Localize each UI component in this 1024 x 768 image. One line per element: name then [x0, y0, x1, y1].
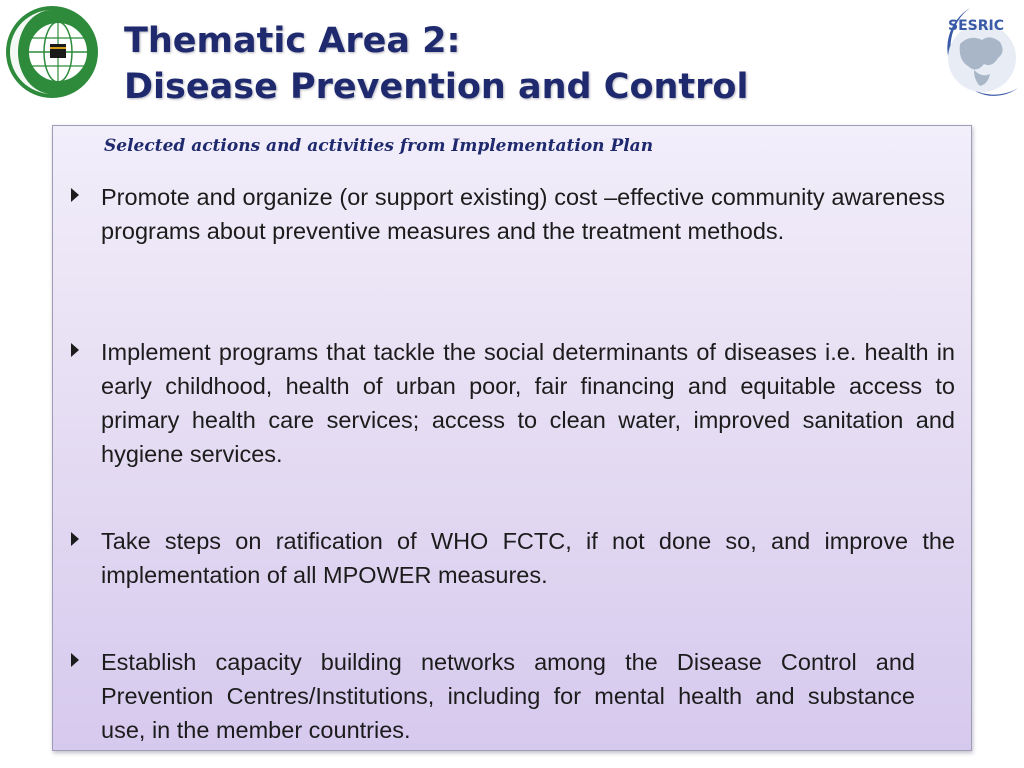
- sesric-logo-text: SESRIC: [948, 18, 1004, 34]
- bullet-text: Promote and organize (or support existing) cost –effective community awareness programs about preventive measures and the treatment methods.: [101, 184, 945, 244]
- bullet-item: [71, 524, 955, 592]
- sesric-logo-icon: [930, 4, 1022, 102]
- section-subtitle: Selected actions and activities from Implementation Plan: [104, 136, 654, 156]
- bullet-arrow-icon: [71, 532, 79, 546]
- page-title: [124, 18, 748, 110]
- bullet-arrow-icon: [71, 653, 79, 667]
- bullet-item: [71, 645, 915, 747]
- bullet-text: Establish capacity building networks among the Disease Control and Prevention Centres/Institutions, including for mental health and substance use, in the member countries.: [101, 649, 915, 743]
- bullet-arrow-icon: [71, 343, 79, 357]
- bullet-arrow-icon: [71, 188, 79, 202]
- bullet-text: Implement programs that tackle the social determinants of diseases i.e. health in early childhood, health of urban poor, fair financing and equitable access to primary health care services; access to clean water, improved sanitation and hygiene services.: [101, 339, 955, 467]
- content-panel: [52, 125, 972, 751]
- title-line-2: Disease Prevention and Control: [124, 67, 749, 107]
- bullet-text: Take steps on ratification of WHO FCTC, if not done so, and improve the implementation of all MPOWER measures.: [101, 528, 955, 588]
- bullet-item: [71, 180, 945, 248]
- oic-logo-icon: [4, 4, 100, 100]
- bullet-item: [71, 335, 955, 471]
- title-line-1: Thematic Area 2:: [124, 21, 461, 61]
